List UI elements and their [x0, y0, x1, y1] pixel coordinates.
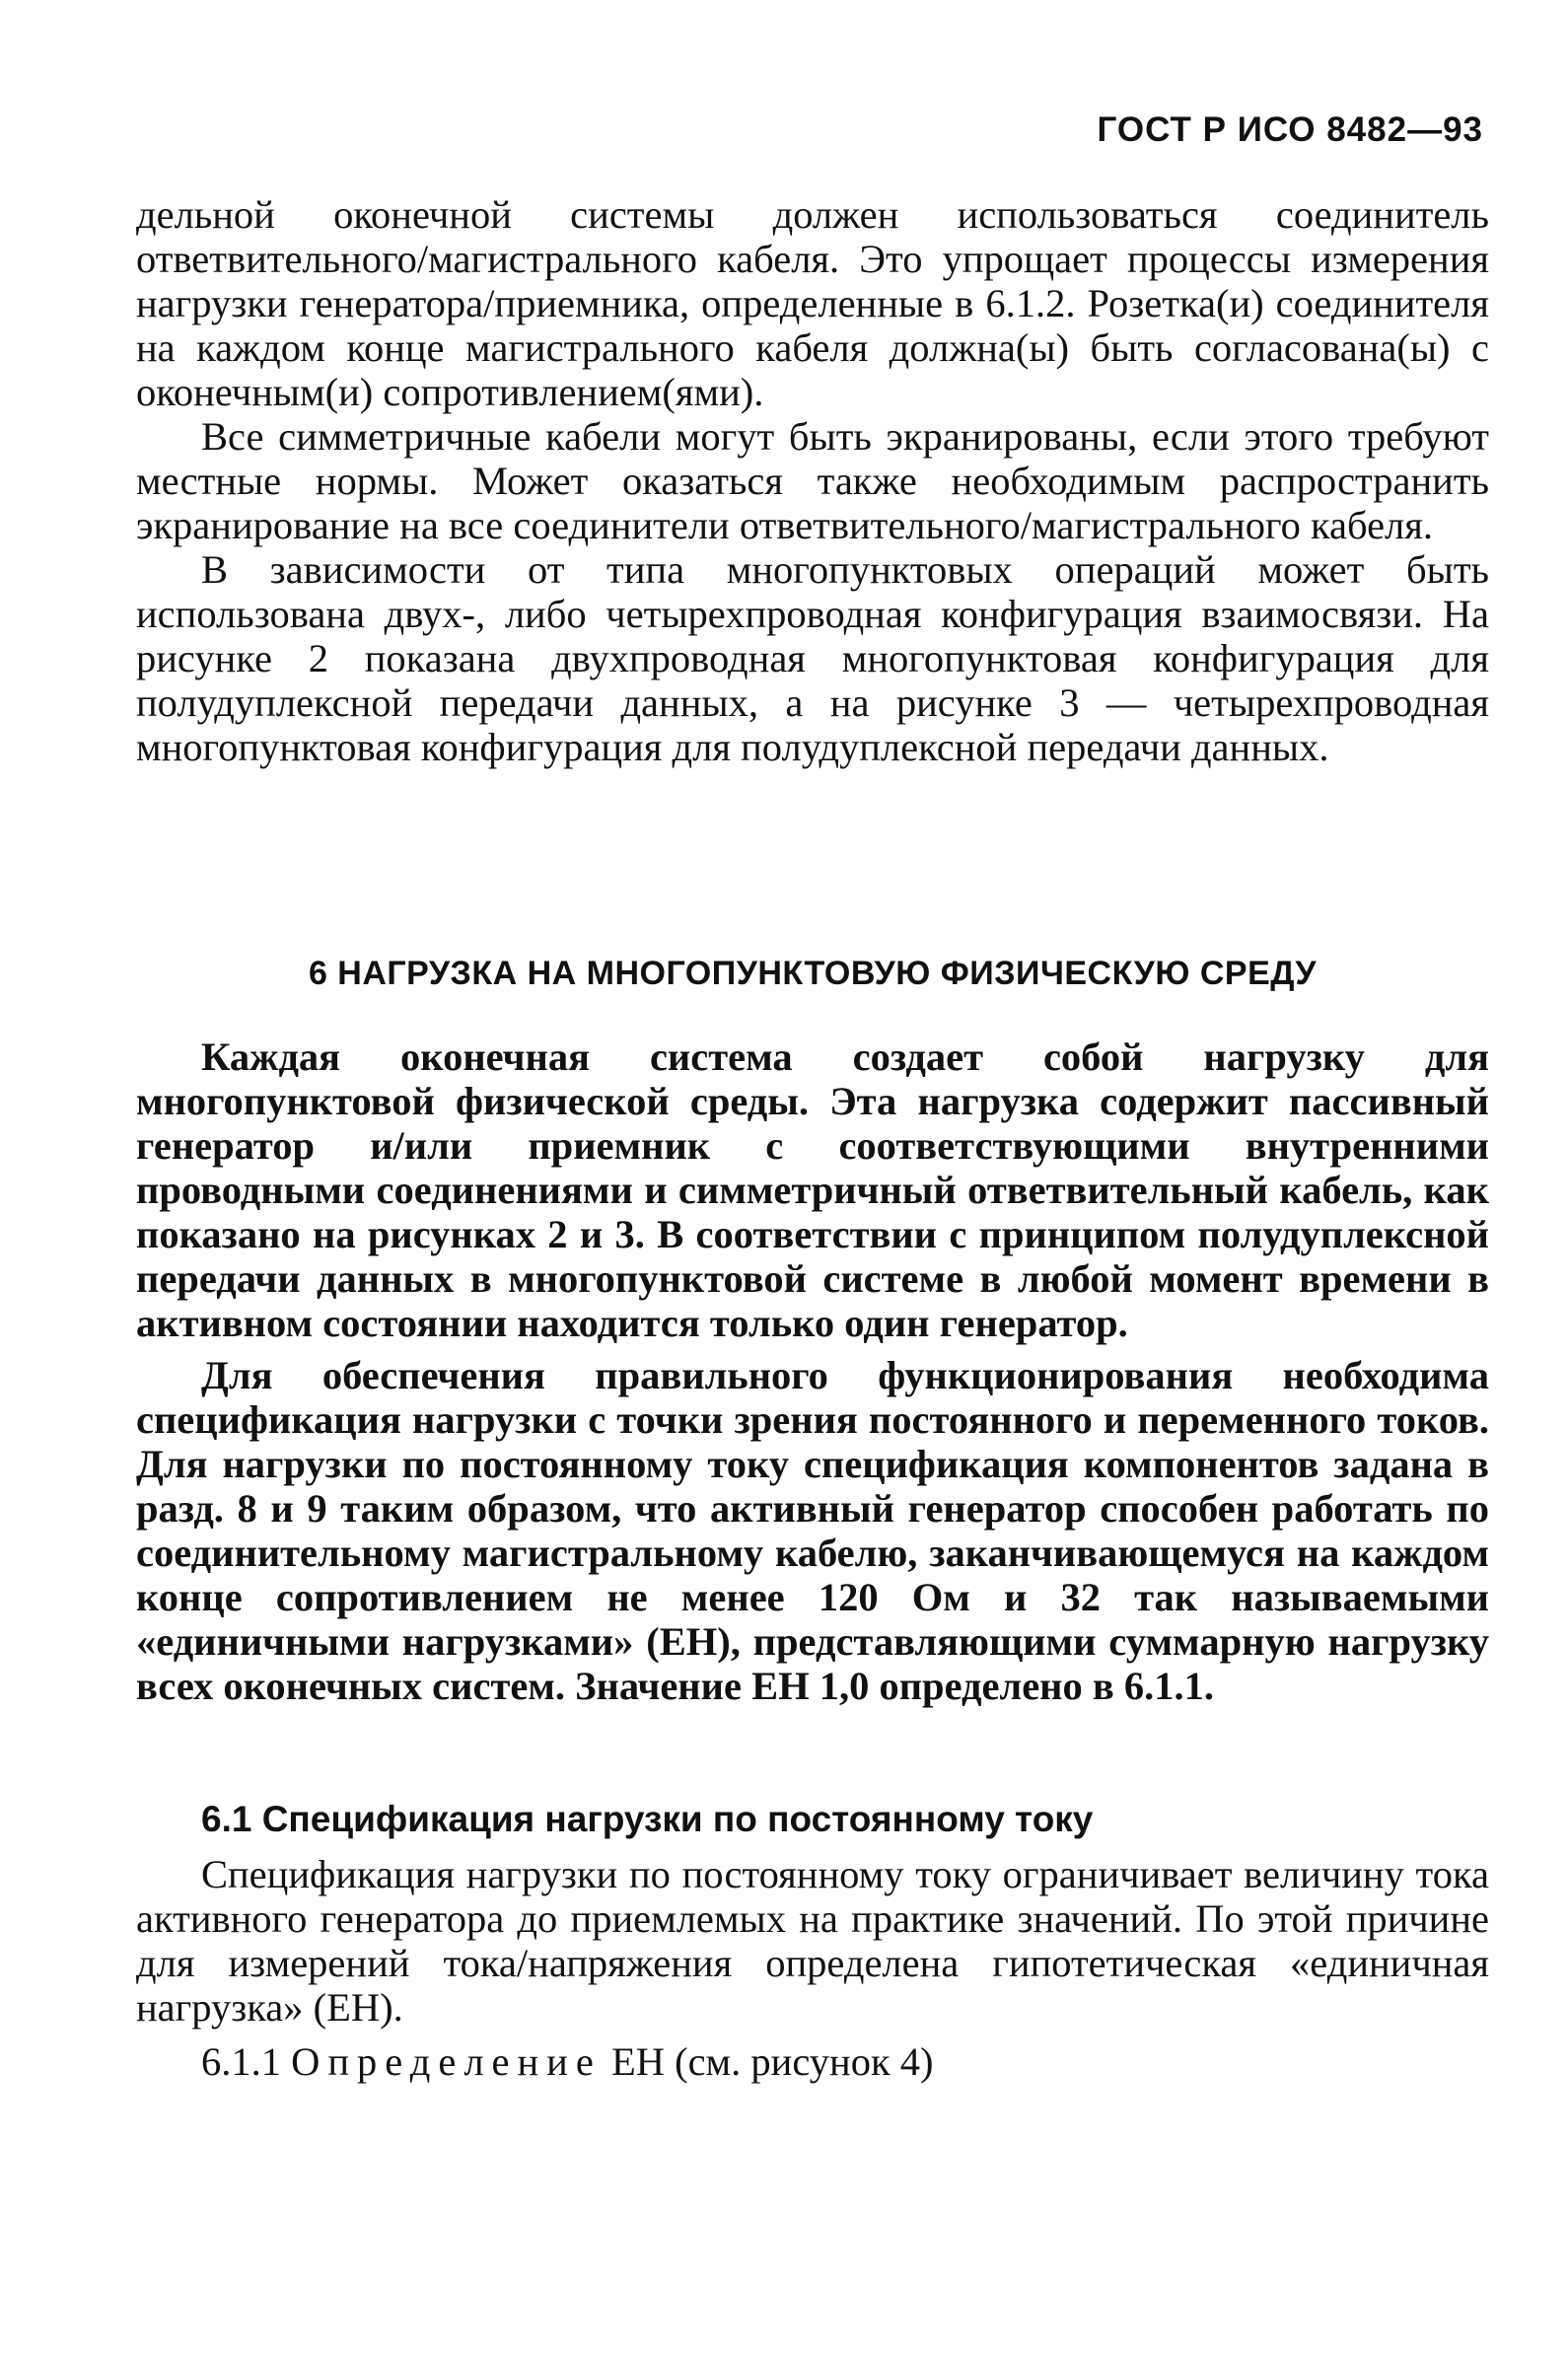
- section-6-title: 6 НАГРУЗКА НА МНОГОПУНКТОВУЮ ФИЗИЧЕСКУЮ СРЕДУ: [308, 955, 1318, 992]
- subsection-6-1-1-number: 6.1.1: [201, 2039, 281, 2084]
- document-header: ГОСТ Р ИСО 8482—93: [1097, 110, 1483, 149]
- paragraph-shielding: Все симметричные кабели могут быть экранированы, если этого требуют местные нормы. Может оказаться также необходимым распространить экранирование на все соединители ответвительного/магистрального кабеля.: [136, 414, 1489, 547]
- subsection-6-1: [136, 1795, 1489, 2084]
- paragraph-load-description: Каждая оконечная система создает собой нагрузку для многопунктовой физической среды. Эта нагрузка содержит пассивный генератор и/или приемник с соответствующими внутренними проводными соединениями и симметричный ответвительный кабель, как показано на рисунках 2 и 3. В соответствии с принципом полудуплексной передачи данных в многопунктовой системе в любой момент времени в активном состоянии находится только один генератор.: [136, 1034, 1489, 1345]
- continued-text-block: [136, 192, 1489, 769]
- paragraph-load-specification: Для обеспечения правильного функционирования необходима спецификация нагрузки с точки зрения постоянного и переменного токов. Для нагрузки по постоянному току спецификация компонентов задана в разд. 8 и 9 таким образом, что активный генератор способен работать по соединительному магистральному кабелю, заканчивающемуся на каждом конце сопротивлением не менее 120 Ом и 32 так называемыми «единичными нагрузками» (ЕН), представляющими суммарную нагрузку всех оконечных систем. Значение ЕН 1,0 определено в 6.1.1.: [136, 1353, 1489, 1708]
- paragraph-dc-load: Спецификация нагрузки по постоянному току ограничивает величину тока активного генератора до приемлемых на практике значений. По этой причине для измерений тока/напряжения определена гипотетическая «единичная нагрузка» (ЕН).: [136, 1852, 1489, 2030]
- subsection-6-1-1-word: Определение: [291, 2039, 602, 2084]
- paragraph-configuration: В зависимости от типа многопунктовых операций может быть использована двух-, либо четырехпроводная конфигурация взаимосвязи. На рисунке 2 показана двухпроводная многопунктовая конфигурация для полудуплексной передачи данных, а на рисунке 3 — четырехпроводная многопунктовая конфигурация для полудуплексной передачи данных.: [136, 547, 1489, 769]
- subsection-6-1-1-heading: [136, 2039, 1489, 2084]
- paragraph-connector: дельной оконечной системы должен использоваться соединитель ответвительного/магистрального кабеля. Это упрощает процессы измерения нагрузки генератора/приемника, определенные в 6.1.2. Розетка(и) соединителя на каждом конце магистрального кабеля должна(ы) быть согласована(ы) с оконечным(и) сопротивлением(ями).: [136, 192, 1489, 414]
- subsection-6-1-1-rest: ЕН (см. рисунок 4): [610, 2039, 934, 2084]
- section-6-body: [136, 1034, 1489, 1708]
- subsection-6-1-title: 6.1 Спецификация нагрузки по постоянному току: [201, 1799, 1094, 1839]
